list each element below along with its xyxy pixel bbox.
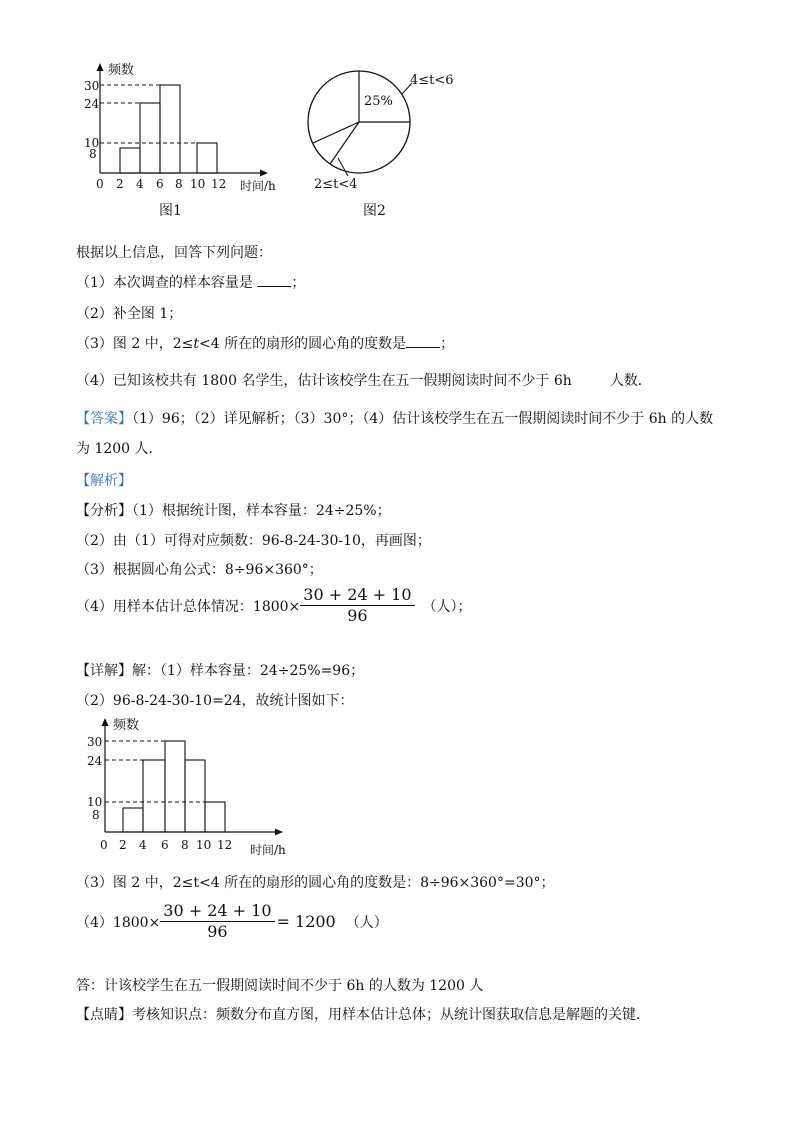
pie-label-bottom: 2≤t<4 (314, 177, 358, 192)
detail-3: （3）图 2 中，2≤t<4 所在的扇形的圆心角的度数是：8÷96×360°=30°； (76, 875, 555, 891)
conclusion: 答：计该校学生在五一假期阅读时间不少于 6h 的人数为 1200 人 (76, 978, 484, 994)
q1-blank (257, 274, 291, 287)
analysis-2: （2）由（1）可得对应频数：96-8-24-30-10，再画图； (76, 533, 431, 549)
q3-var-t: t (193, 336, 199, 352)
detail-tag: 【详解】 (76, 663, 132, 679)
fig1-xtick-12: 12 (211, 177, 227, 191)
fig3-bar-6-8 (165, 741, 185, 832)
fig1-ytick-24: 24 (84, 97, 100, 111)
fig3-ytick-24: 24 (87, 754, 103, 768)
fig3-ytick-10: 10 (87, 795, 103, 809)
jiexi-tag: 【解析】 (76, 473, 132, 489)
fig1-xtick-0: 0 (96, 177, 104, 191)
fig1-bar-6-8 (160, 85, 180, 173)
dianjing-line (76, 1004, 650, 1024)
fig3-bar-10-12 (205, 802, 225, 832)
fig1-ytick-8: 8 (89, 147, 97, 161)
fig1-ytick-10: 10 (84, 136, 100, 150)
fig3-xtick-4: 4 (139, 838, 147, 852)
fig3-xtick-10: 10 (196, 838, 212, 852)
fig1-ylabel: 频数 (108, 63, 135, 78)
detail-4-denominator: 96 (207, 922, 228, 942)
detail-4-post: （人） (345, 914, 388, 931)
fig3-xtick-8: 8 (181, 838, 189, 852)
dianjing-tag: 【点睛】 (76, 1007, 132, 1023)
dianjing-body: 考核知识点：频数分布直方图，用样本估计总体；从统计图获取信息是解题的关键． (132, 1007, 650, 1023)
fig3-xtick-6: 6 (161, 838, 169, 852)
q4-text-b: 人数． (609, 373, 652, 389)
fig3-ytick-30: 30 (87, 735, 103, 749)
fig1-xtick-10: 10 (190, 177, 206, 191)
fig3-ytick-8: 8 (92, 808, 100, 822)
fig1-xtick-2: 2 (116, 177, 124, 191)
histogram-completed (85, 712, 300, 860)
pie-label-top: 4≤t<6 (410, 73, 454, 88)
question-4 (76, 370, 652, 390)
fig3-bar-8-10 (185, 760, 205, 832)
analysis-4-post: （人）； (422, 598, 472, 615)
question-2: （2）补全图 1； (76, 306, 183, 322)
analysis-line-1 (76, 500, 391, 520)
q1-text: （1）本次调查的样本容量是 (76, 275, 253, 291)
fig3-xtick-0: 0 (100, 838, 108, 852)
detail-1: 解：（1）样本容量：24÷25%=96； (132, 663, 365, 679)
fig2-caption: 图2 (363, 203, 386, 219)
analysis-4-pre: （4）用样本估计总体情况：1800× (76, 598, 301, 615)
q3-text-a: （3）图 2 中，2≤ (76, 336, 194, 352)
q1-end: ； (291, 275, 306, 291)
fig3-xtick-2: 2 (119, 838, 127, 852)
q4-text-a: （4）已知该校共有 1800 名学生，估计该校学生在五一假期阅读时间不少于 6h (76, 373, 572, 389)
analysis-1: （1）根据统计图，样本容量：24÷25%； (132, 503, 391, 519)
detail-4-numerator: 30 + 24 + 10 (160, 902, 274, 922)
fig1-bar-10-12 (197, 143, 217, 173)
answer-line-1 (76, 408, 713, 428)
analysis-tag: 【分析】 (76, 503, 132, 519)
analysis-3: （3）根据圆心角公式：8÷96×360°； (76, 562, 323, 578)
fig1-bar-4-6 (140, 103, 160, 173)
histogram-figure-1 (80, 55, 290, 195)
q3-end: ； (440, 336, 455, 352)
detail-4-result: = 1200 (276, 912, 336, 932)
intro-text: 根据以上信息，回答下列问题： (76, 245, 272, 261)
fig1-caption: 图1 (159, 203, 182, 219)
question-1 (76, 272, 305, 292)
fig3-ylabel: 频数 (113, 718, 140, 733)
fig3-bar-4-6 (143, 760, 165, 832)
fig1-xlabel: 时间/h (240, 179, 276, 193)
question-3 (76, 333, 454, 353)
answer-body: （1）96；（2）详见解析；（3）30°；（4）估计该校学生在五一假期阅读时间不少于 6h 的人数 (132, 411, 714, 427)
analysis-4-denominator: 96 (347, 606, 368, 626)
pie-label-pct: 25% (364, 94, 393, 109)
pie-figure-2 (300, 60, 490, 195)
answer-tag: 【答案】 (76, 411, 132, 427)
fig1-xtick-8: 8 (175, 177, 183, 191)
fig1-ytick-30: 30 (84, 79, 100, 93)
detail-4-fraction (160, 902, 274, 942)
q3-text-b: <4 所在的扇形的圆心角的度数是 (199, 336, 407, 352)
fig1-bar-2-4 (120, 148, 140, 173)
answer-line-2: 为 1200 人． (76, 441, 163, 457)
fig3-xlabel: 时间/h (250, 843, 286, 857)
fig3-bar-2-4 (123, 808, 143, 832)
detail-4 (76, 902, 388, 942)
detail-4-pre: （4）1800× (76, 914, 161, 931)
analysis-4-fraction (300, 586, 414, 626)
analysis-4-numerator: 30 + 24 + 10 (300, 586, 414, 606)
analysis-4 (76, 586, 472, 626)
fig1-xtick-6: 6 (156, 177, 164, 191)
fig3-xtick-12: 12 (217, 838, 233, 852)
fig1-xtick-4: 4 (136, 177, 144, 191)
detail-line-1 (76, 660, 364, 680)
detail-2: （2）96-8-24-30-10=24，故统计图如下： (76, 693, 354, 709)
q3-blank (406, 335, 440, 348)
